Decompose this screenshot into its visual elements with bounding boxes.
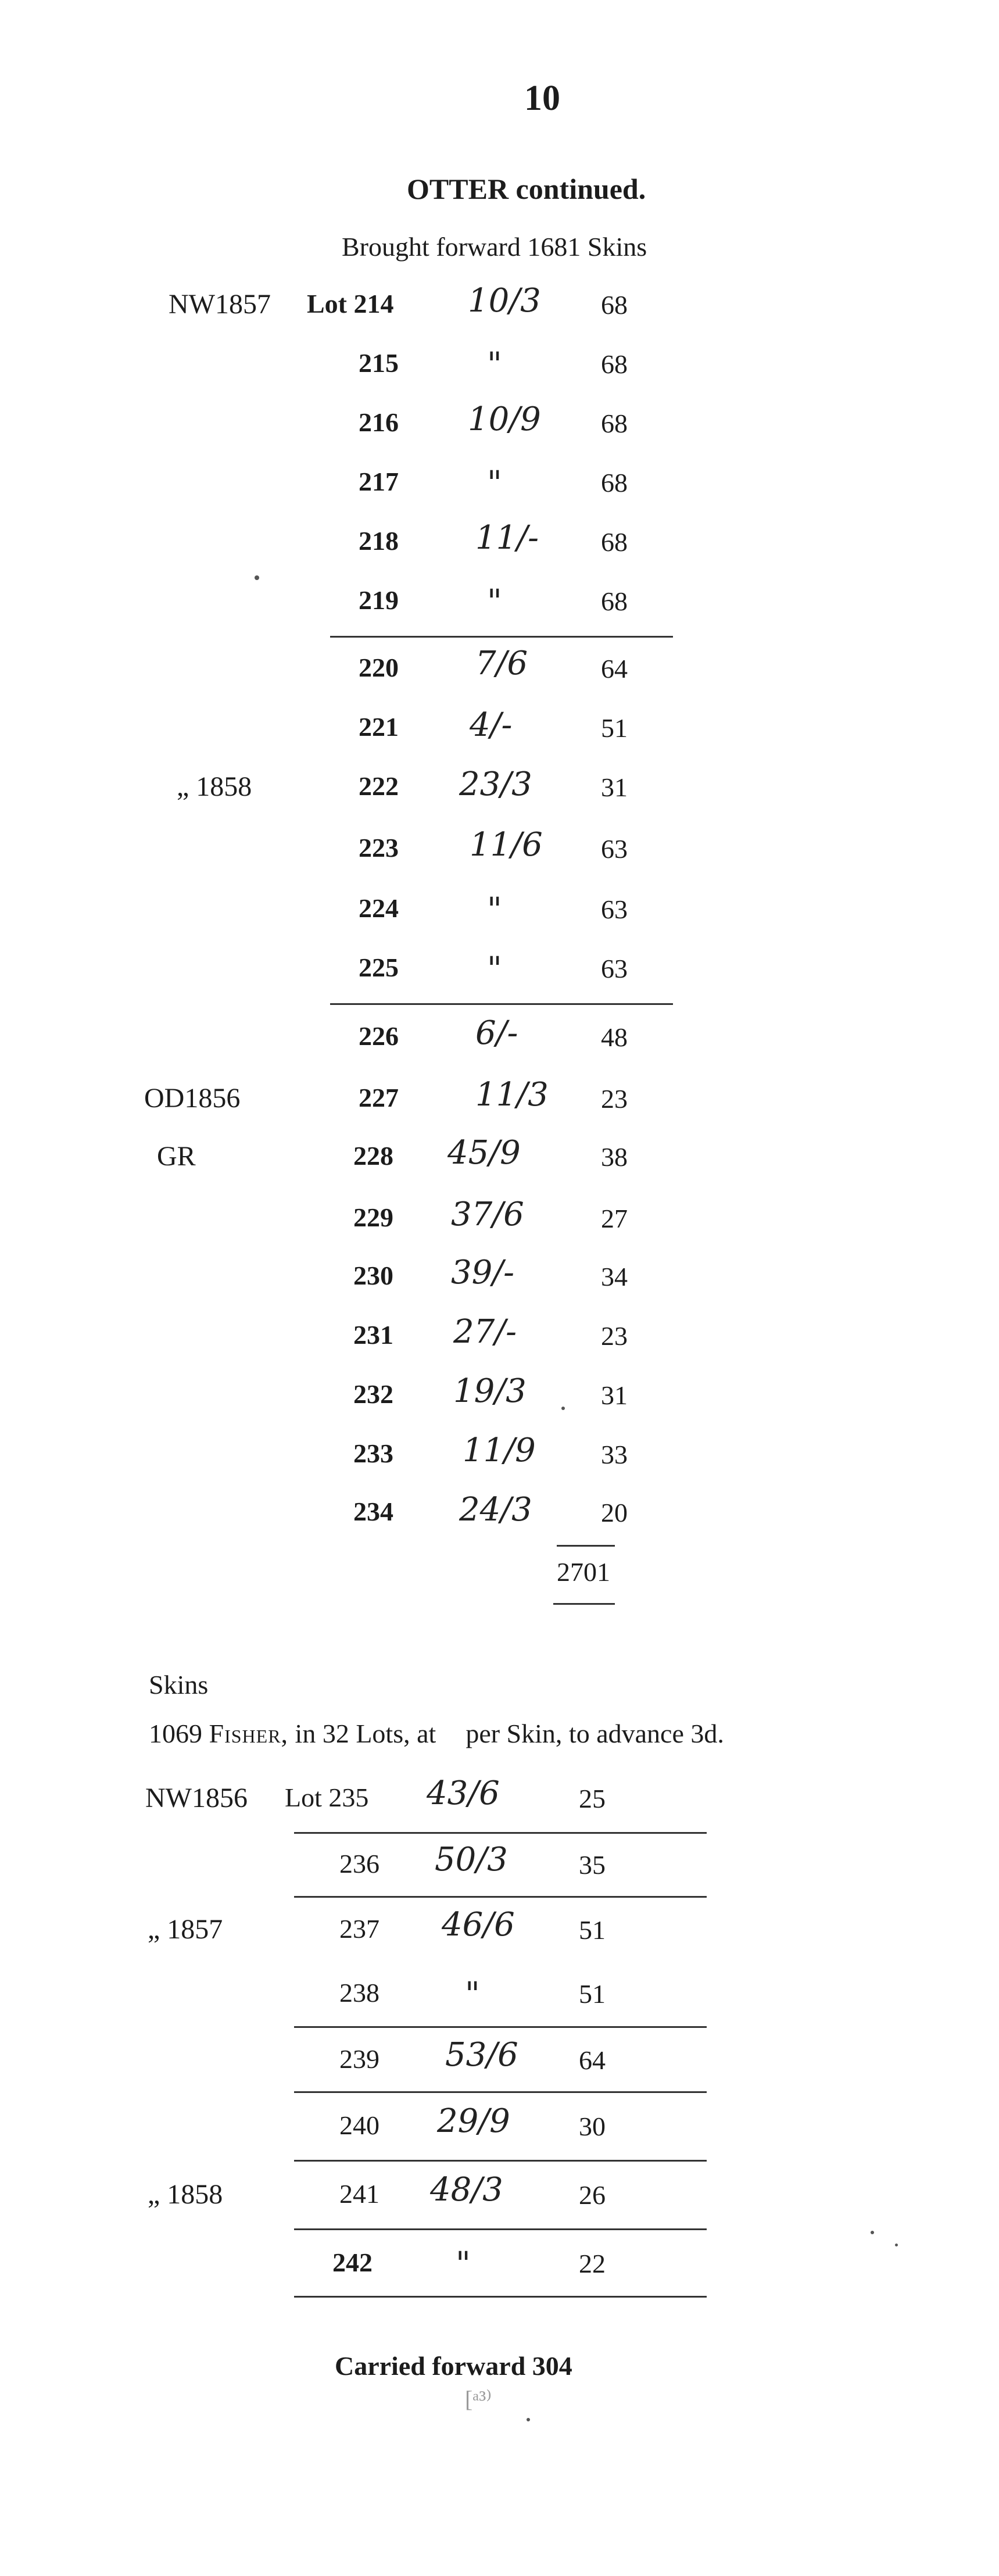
ditto-mark: " — [487, 583, 502, 621]
row-divider — [294, 2296, 707, 2298]
lot-number: 221 — [359, 712, 399, 742]
lot-number: 236 — [339, 1849, 379, 1879]
skin-count: 30 — [579, 2112, 606, 2141]
skin-count: 48 — [601, 1022, 628, 1052]
fisher-lots: in 32 Lots, at — [295, 1719, 436, 1748]
scan-speck — [871, 2231, 874, 2234]
lot-number: 239 — [339, 2044, 379, 2074]
price: 6/- — [475, 1014, 518, 1052]
skin-count: 51 — [579, 1979, 606, 2009]
skin-count: 25 — [579, 1784, 606, 1813]
skin-count: 31 — [601, 772, 628, 802]
price: 45/9 — [447, 1134, 521, 1172]
row-label: OD1856 — [144, 1083, 241, 1114]
price: 37/6 — [451, 1196, 524, 1233]
lot-number: 223 — [359, 833, 399, 863]
row-divider — [294, 2228, 707, 2230]
skin-count: 22 — [579, 2249, 606, 2278]
row-divider — [294, 1896, 707, 1898]
row-divider — [294, 1832, 707, 1834]
price: 11/9 — [463, 1432, 536, 1469]
price: 7/6 — [475, 645, 528, 682]
skin-count: 64 — [601, 654, 628, 684]
skin-count: 20 — [601, 1498, 628, 1527]
price: 53/6 — [445, 2036, 518, 2074]
price: 27/- — [453, 1313, 517, 1351]
scan-speck — [527, 2418, 530, 2421]
lot-number: Lot 214 — [307, 289, 394, 319]
lot-number: 224 — [359, 893, 399, 923]
row-label: NW1857 — [169, 289, 271, 320]
lot-number: 242 — [332, 2248, 373, 2277]
group-divider — [330, 636, 673, 638]
skin-count: 27 — [601, 1204, 628, 1233]
skin-count: 68 — [601, 586, 628, 616]
row-label: „ 1857 — [148, 1914, 223, 1945]
fisher-line — [149, 1720, 724, 1747]
lot-number: 241 — [339, 2179, 379, 2209]
lot-number: 222 — [359, 771, 399, 801]
scan-speck — [255, 575, 259, 580]
lot-number: 225 — [359, 953, 399, 982]
section-total: 2701 — [557, 1557, 610, 1587]
lot-number: 226 — [359, 1021, 399, 1051]
skin-count: 68 — [601, 527, 628, 557]
price: 24/3 — [459, 1491, 532, 1529]
section-heading: OTTER continued. — [407, 173, 646, 205]
ditto-mark: " — [487, 950, 502, 988]
skin-count: 23 — [601, 1321, 628, 1351]
ditto-mark: " — [487, 346, 502, 384]
lot-number: 238 — [339, 1978, 379, 2008]
ditto-mark: " — [487, 891, 502, 929]
skin-count: 23 — [601, 1084, 628, 1114]
skin-count: 68 — [601, 409, 628, 438]
lot-number: 218 — [359, 526, 399, 556]
row-label: GR — [157, 1141, 196, 1172]
skin-count: 31 — [601, 1380, 628, 1410]
lot-number: 230 — [353, 1261, 393, 1290]
skins-header: Skins — [149, 1670, 209, 1700]
total-rule-bottom — [553, 1603, 615, 1605]
price: 10/9 — [468, 400, 541, 438]
skin-count: 68 — [601, 290, 628, 320]
fisher-name: Fisher, — [209, 1719, 289, 1748]
row-label: „ 1858 — [177, 771, 252, 802]
lot-number: 232 — [353, 1379, 393, 1409]
ditto-mark: " — [487, 464, 502, 502]
group-divider — [330, 1003, 673, 1005]
lot-number: 220 — [359, 653, 399, 682]
carried-forward: Carried forward 304 — [335, 2351, 572, 2381]
price: 46/6 — [442, 1906, 515, 1944]
ditto-mark: " — [465, 1976, 480, 2013]
skin-count: 38 — [601, 1142, 628, 1172]
lot-number: 240 — [339, 2110, 379, 2140]
price: 4/- — [470, 706, 513, 744]
row-divider — [294, 2026, 707, 2028]
scan-speck — [895, 2244, 898, 2246]
lot-number: 219 — [359, 585, 399, 615]
skin-count: 64 — [579, 2045, 606, 2075]
row-label: NW1856 — [145, 1783, 248, 1813]
price: 29/9 — [437, 2102, 510, 2140]
lot-number: 216 — [359, 407, 399, 437]
row-divider — [294, 2091, 707, 2093]
lot-number: 229 — [353, 1203, 393, 1232]
lot-number: 227 — [359, 1083, 399, 1112]
lot-number: 228 — [353, 1141, 393, 1171]
price: 43/6 — [427, 1774, 500, 1812]
lot-number: 231 — [353, 1320, 393, 1350]
skin-count: 63 — [601, 954, 628, 983]
fisher-count: 1069 — [149, 1719, 202, 1748]
skin-count: 51 — [579, 1915, 606, 1945]
price: 39/- — [451, 1254, 515, 1291]
total-rule-top — [557, 1545, 615, 1547]
fisher-advance: per Skin, to advance 3d. — [466, 1719, 724, 1748]
page-number: 10 — [524, 78, 560, 118]
row-divider — [294, 2160, 707, 2162]
skin-count: 63 — [601, 895, 628, 924]
price: 10/3 — [468, 282, 541, 320]
lot-number: 234 — [353, 1497, 393, 1526]
skin-count: 68 — [601, 349, 628, 379]
lot-number: 215 — [359, 348, 399, 378]
skin-count: 26 — [579, 2180, 606, 2210]
price: 23/3 — [459, 765, 532, 803]
scan-speck — [561, 1407, 565, 1410]
price: 11/6 — [470, 826, 543, 864]
skin-count: 33 — [601, 1440, 628, 1469]
skin-count: 34 — [601, 1262, 628, 1291]
price: 11/- — [475, 519, 539, 557]
faint-bottom-text: [ᵃ³⁾ — [465, 2386, 492, 2412]
row-label: „ 1858 — [148, 2179, 223, 2210]
lot-number: 233 — [353, 1439, 393, 1468]
price: 19/3 — [453, 1372, 527, 1410]
skin-count: 68 — [601, 468, 628, 498]
price: 48/3 — [430, 2171, 503, 2209]
ditto-mark: " — [456, 2245, 471, 2283]
brought-forward: Brought forward 1681 Skins — [342, 232, 647, 262]
lot-number: 217 — [359, 467, 399, 496]
skin-count: 51 — [601, 713, 628, 743]
lot-number: Lot 235 — [285, 1783, 369, 1812]
price: 50/3 — [435, 1841, 508, 1879]
price: 11/3 — [475, 1076, 549, 1114]
lot-number: 237 — [339, 1914, 379, 1944]
skin-count: 35 — [579, 1850, 606, 1880]
skin-count: 63 — [601, 834, 628, 864]
